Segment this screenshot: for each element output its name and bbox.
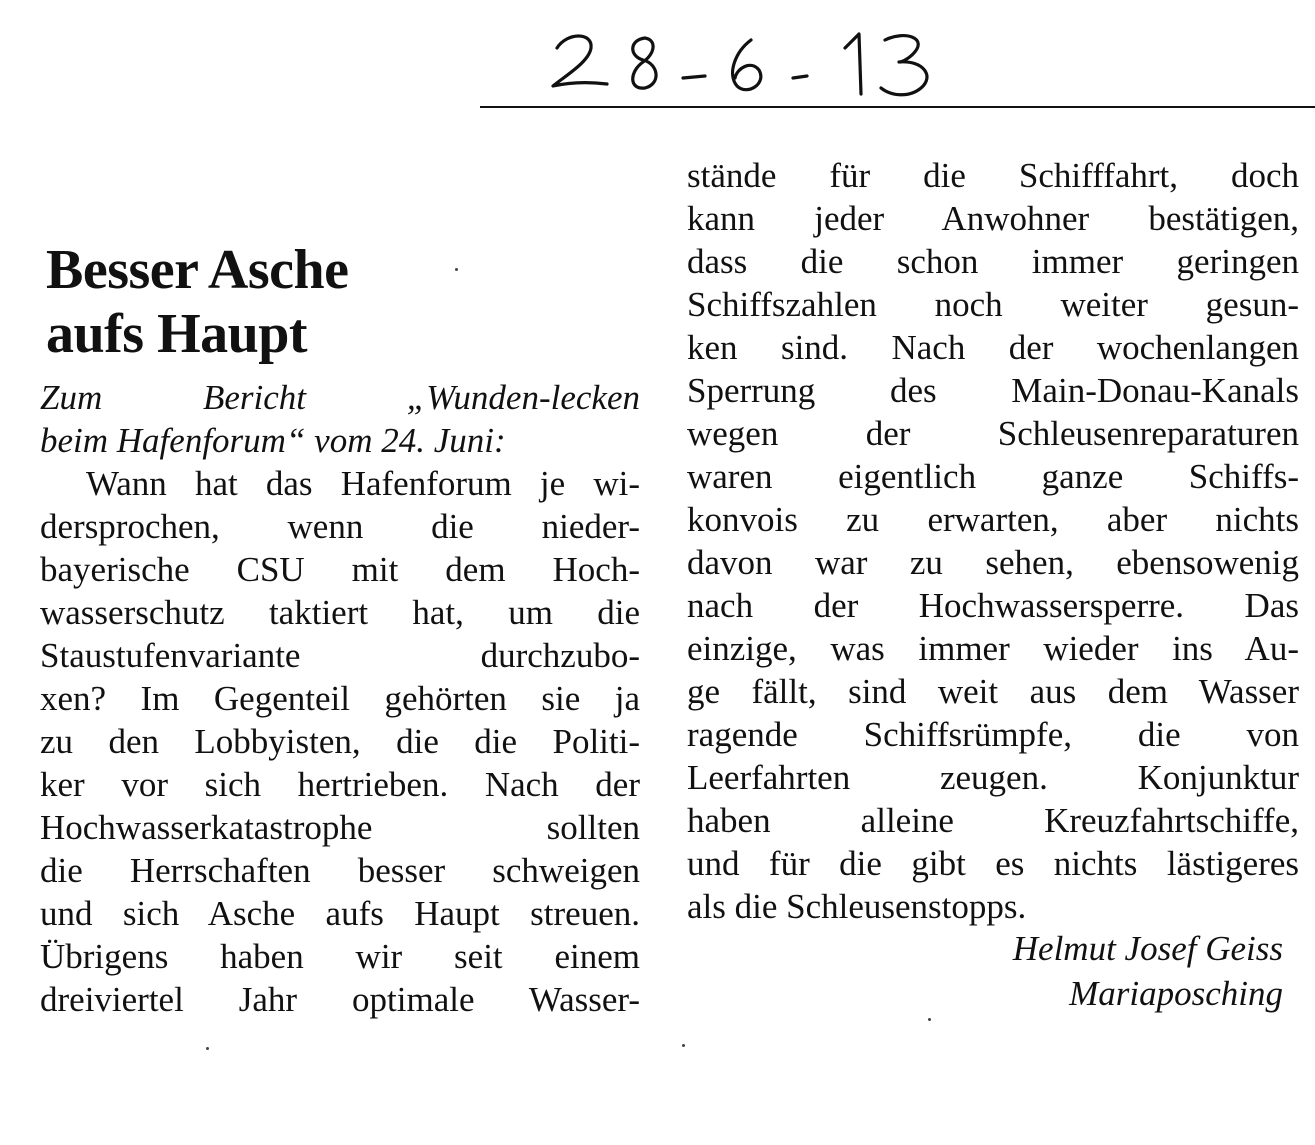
- body-line: davon war zu sehen, ebensowenig: [687, 543, 1299, 582]
- date-underline: [480, 106, 1315, 108]
- body-line: Übrigens haben wir seit einem: [40, 937, 640, 976]
- body-line: Schiffszahlen noch weiter gesun-: [687, 285, 1299, 324]
- body-line: und für die gibt es nichts lästigeres: [687, 844, 1299, 883]
- author-place: Mariaposching: [1069, 974, 1283, 1013]
- body-line: xen? Im Gegenteil gehörten sie ja: [40, 679, 640, 718]
- body-line: und sich Asche aufs Haupt streuen.: [40, 894, 640, 933]
- body-line: kann jeder Anwohner bestätigen,: [687, 199, 1299, 238]
- body-line: Wann hat das Hafenforum je wi-: [86, 464, 640, 503]
- body-line: Sperrung des Main-Donau-Kanals: [687, 371, 1299, 410]
- left-column: [40, 376, 640, 1021]
- body-line: bayerische CSU mit dem Hoch-: [40, 550, 640, 589]
- body-line-last: als die Schleusenstopps.: [687, 887, 1027, 926]
- body-line: Hochwasserkatastrophe sollten: [40, 808, 640, 847]
- body-line: ken sind. Nach der wochenlangen: [687, 328, 1299, 367]
- scan-speck: [928, 1018, 931, 1021]
- headline: [46, 238, 466, 366]
- headline-line-2: aufs Haupt: [46, 303, 308, 365]
- body-line: Leerfahrten zeugen. Konjunktur: [687, 758, 1299, 797]
- handwritten-date-strokes: [545, 18, 965, 108]
- body-line: wegen der Schleusenreparaturen: [687, 414, 1299, 453]
- body-line: stände für die Schifffahrt, doch: [687, 156, 1299, 195]
- scan-speck: [206, 1047, 209, 1050]
- body-line: waren eigentlich ganze Schiffs-: [687, 457, 1299, 496]
- body-line: nach der Hochwassersperre. Das: [687, 586, 1299, 625]
- scan-speck: [682, 1044, 685, 1047]
- body-line: wasserschutz taktiert hat, um die: [40, 593, 640, 632]
- body-line: dersprochen, wenn die nieder-: [40, 507, 640, 546]
- author-signature: [1013, 926, 1283, 1016]
- body-line: ker vor sich hertrieben. Nach der: [40, 765, 640, 804]
- body-line: ragende Schiffsrümpfe, die von: [687, 715, 1299, 754]
- body-line: Staustufenvariante durchzubo-: [40, 636, 640, 675]
- body-line: zu den Lobbyisten, die die Politi-: [40, 722, 640, 761]
- intro-line-1: Zum Bericht „Wunden-lecken: [40, 378, 640, 417]
- body-line: einzige, was immer wieder ins Au-: [687, 629, 1299, 668]
- body-line: ge fällt, sind weit aus dem Wasser: [687, 672, 1299, 711]
- scan-speck: [455, 268, 458, 271]
- body-line: die Herrschaften besser schweigen: [40, 851, 640, 890]
- author-name: Helmut Josef Geiss: [1012, 929, 1283, 968]
- body-line: haben alleine Kreuzfahrtschiffe,: [687, 801, 1299, 840]
- handwritten-date: [545, 18, 965, 108]
- body-line: dreiviertel Jahr optimale Wasser-: [40, 980, 640, 1019]
- intro-line-2: beim Hafenforum“ vom 24. Juni:: [40, 421, 506, 460]
- right-column: [687, 154, 1299, 928]
- body-line: konvois zu erwarten, aber nichts: [687, 500, 1299, 539]
- headline-line-1: Besser Asche: [46, 239, 349, 301]
- body-line: dass die schon immer geringen: [687, 242, 1299, 281]
